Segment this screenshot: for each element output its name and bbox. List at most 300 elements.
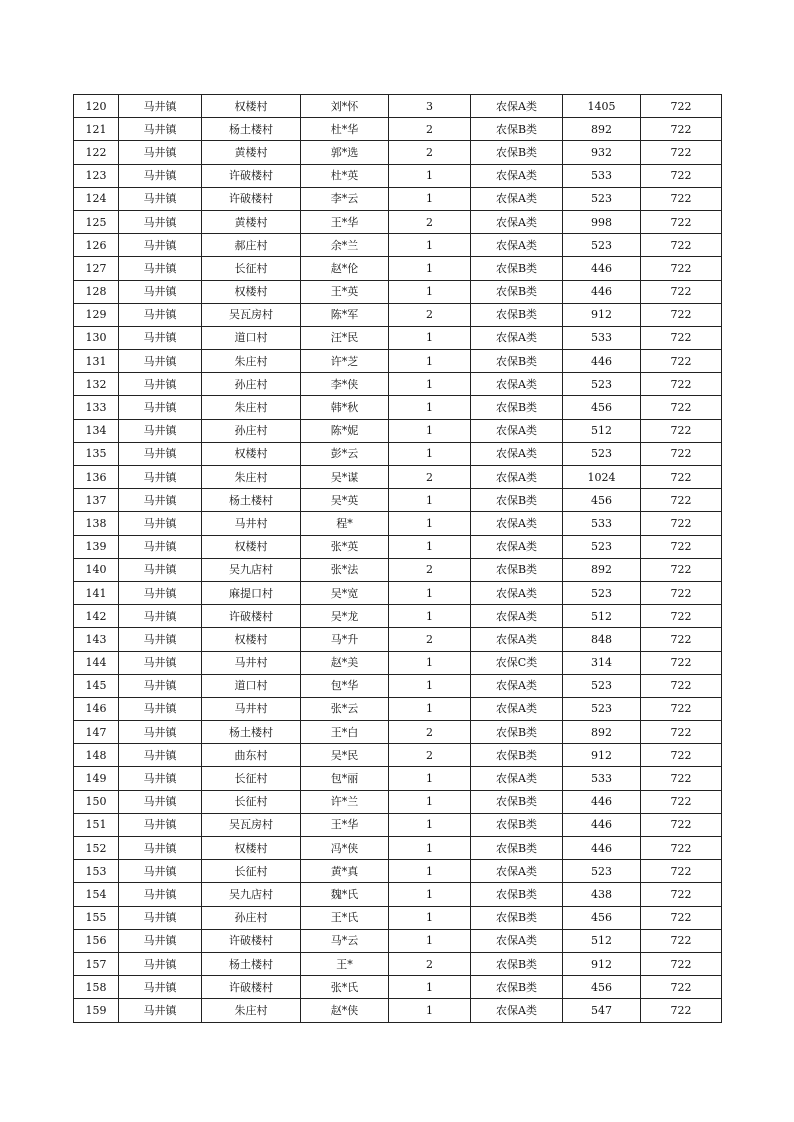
household-size-cell: 1 bbox=[389, 535, 471, 558]
name-cell: 赵*美 bbox=[301, 651, 389, 674]
amount-cell: 523 bbox=[563, 674, 641, 697]
category-cell: 农保B类 bbox=[471, 837, 563, 860]
table-row bbox=[74, 952, 722, 975]
table-body bbox=[74, 95, 722, 1023]
amount-cell: 523 bbox=[563, 234, 641, 257]
table-row bbox=[74, 419, 722, 442]
town-cell: 马井镇 bbox=[119, 721, 202, 744]
village-cell: 长征村 bbox=[202, 790, 301, 813]
standard-cell: 722 bbox=[641, 489, 722, 512]
table-row bbox=[74, 744, 722, 767]
town-cell: 马井镇 bbox=[119, 187, 202, 210]
table-row bbox=[74, 558, 722, 581]
amount-cell: 998 bbox=[563, 210, 641, 233]
name-cell: 冯*侠 bbox=[301, 837, 389, 860]
amount-cell: 523 bbox=[563, 697, 641, 720]
household-size-cell: 1 bbox=[389, 999, 471, 1022]
town-cell: 马井镇 bbox=[119, 489, 202, 512]
amount-cell: 456 bbox=[563, 489, 641, 512]
table-row bbox=[74, 697, 722, 720]
row-number-cell: 130 bbox=[74, 326, 119, 349]
standard-cell: 722 bbox=[641, 535, 722, 558]
standard-cell: 722 bbox=[641, 466, 722, 489]
household-size-cell: 1 bbox=[389, 929, 471, 952]
amount-cell: 314 bbox=[563, 651, 641, 674]
town-cell: 马井镇 bbox=[119, 605, 202, 628]
row-number-cell: 137 bbox=[74, 489, 119, 512]
amount-cell: 523 bbox=[563, 373, 641, 396]
category-cell: 农保B类 bbox=[471, 952, 563, 975]
row-number-cell: 133 bbox=[74, 396, 119, 419]
town-cell: 马井镇 bbox=[119, 280, 202, 303]
household-size-cell: 1 bbox=[389, 906, 471, 929]
table-row bbox=[74, 535, 722, 558]
household-size-cell: 1 bbox=[389, 187, 471, 210]
household-size-cell: 1 bbox=[389, 326, 471, 349]
row-number-cell: 153 bbox=[74, 860, 119, 883]
row-number-cell: 134 bbox=[74, 419, 119, 442]
town-cell: 马井镇 bbox=[119, 906, 202, 929]
amount-cell: 456 bbox=[563, 976, 641, 999]
row-number-cell: 124 bbox=[74, 187, 119, 210]
village-cell: 孙庄村 bbox=[202, 906, 301, 929]
household-size-cell: 2 bbox=[389, 303, 471, 326]
category-cell: 农保A类 bbox=[471, 860, 563, 883]
town-cell: 马井镇 bbox=[119, 95, 202, 118]
row-number-cell: 136 bbox=[74, 466, 119, 489]
table-row bbox=[74, 442, 722, 465]
name-cell: 许*兰 bbox=[301, 790, 389, 813]
category-cell: 农保A类 bbox=[471, 581, 563, 604]
row-number-cell: 132 bbox=[74, 373, 119, 396]
household-size-cell: 1 bbox=[389, 489, 471, 512]
category-cell: 农保B类 bbox=[471, 118, 563, 141]
row-number-cell: 159 bbox=[74, 999, 119, 1022]
table-row bbox=[74, 303, 722, 326]
amount-cell: 456 bbox=[563, 906, 641, 929]
town-cell: 马井镇 bbox=[119, 744, 202, 767]
category-cell: 农保A类 bbox=[471, 628, 563, 651]
standard-cell: 722 bbox=[641, 210, 722, 233]
amount-cell: 523 bbox=[563, 187, 641, 210]
row-number-cell: 129 bbox=[74, 303, 119, 326]
village-cell: 道口村 bbox=[202, 674, 301, 697]
standard-cell: 722 bbox=[641, 605, 722, 628]
table-row bbox=[74, 674, 722, 697]
name-cell: 郭*选 bbox=[301, 141, 389, 164]
household-size-cell: 1 bbox=[389, 674, 471, 697]
standard-cell: 722 bbox=[641, 952, 722, 975]
table-row bbox=[74, 512, 722, 535]
town-cell: 马井镇 bbox=[119, 651, 202, 674]
standard-cell: 722 bbox=[641, 929, 722, 952]
table-row bbox=[74, 141, 722, 164]
category-cell: 农保B类 bbox=[471, 976, 563, 999]
row-number-cell: 122 bbox=[74, 141, 119, 164]
data-table bbox=[73, 94, 722, 1023]
village-cell: 马井村 bbox=[202, 651, 301, 674]
village-cell: 权楼村 bbox=[202, 837, 301, 860]
category-cell: 农保A类 bbox=[471, 234, 563, 257]
town-cell: 马井镇 bbox=[119, 210, 202, 233]
table-row bbox=[74, 257, 722, 280]
amount-cell: 1024 bbox=[563, 466, 641, 489]
category-cell: 农保B类 bbox=[471, 883, 563, 906]
row-number-cell: 146 bbox=[74, 697, 119, 720]
household-size-cell: 1 bbox=[389, 860, 471, 883]
amount-cell: 512 bbox=[563, 605, 641, 628]
standard-cell: 722 bbox=[641, 303, 722, 326]
row-number-cell: 156 bbox=[74, 929, 119, 952]
town-cell: 马井镇 bbox=[119, 837, 202, 860]
category-cell: 农保B类 bbox=[471, 813, 563, 836]
household-size-cell: 1 bbox=[389, 257, 471, 280]
table-row bbox=[74, 605, 722, 628]
town-cell: 马井镇 bbox=[119, 350, 202, 373]
village-cell: 杨土楼村 bbox=[202, 118, 301, 141]
category-cell: 农保B类 bbox=[471, 558, 563, 581]
village-cell: 长征村 bbox=[202, 767, 301, 790]
town-cell: 马井镇 bbox=[119, 257, 202, 280]
standard-cell: 722 bbox=[641, 373, 722, 396]
table-row bbox=[74, 326, 722, 349]
standard-cell: 722 bbox=[641, 326, 722, 349]
category-cell: 农保B类 bbox=[471, 790, 563, 813]
standard-cell: 722 bbox=[641, 512, 722, 535]
category-cell: 农保A类 bbox=[471, 929, 563, 952]
village-cell: 许破楼村 bbox=[202, 929, 301, 952]
household-size-cell: 2 bbox=[389, 118, 471, 141]
table-row bbox=[74, 860, 722, 883]
category-cell: 农保B类 bbox=[471, 350, 563, 373]
name-cell: 魏*氏 bbox=[301, 883, 389, 906]
table-row bbox=[74, 929, 722, 952]
standard-cell: 722 bbox=[641, 721, 722, 744]
amount-cell: 438 bbox=[563, 883, 641, 906]
category-cell: 农保C类 bbox=[471, 651, 563, 674]
category-cell: 农保A类 bbox=[471, 326, 563, 349]
name-cell: 吴*谋 bbox=[301, 466, 389, 489]
row-number-cell: 126 bbox=[74, 234, 119, 257]
amount-cell: 446 bbox=[563, 837, 641, 860]
standard-cell: 722 bbox=[641, 187, 722, 210]
row-number-cell: 148 bbox=[74, 744, 119, 767]
town-cell: 马井镇 bbox=[119, 164, 202, 187]
row-number-cell: 147 bbox=[74, 721, 119, 744]
standard-cell: 722 bbox=[641, 883, 722, 906]
name-cell: 王*华 bbox=[301, 813, 389, 836]
town-cell: 马井镇 bbox=[119, 790, 202, 813]
amount-cell: 932 bbox=[563, 141, 641, 164]
village-cell: 长征村 bbox=[202, 860, 301, 883]
town-cell: 马井镇 bbox=[119, 976, 202, 999]
standard-cell: 722 bbox=[641, 257, 722, 280]
standard-cell: 722 bbox=[641, 697, 722, 720]
household-size-cell: 2 bbox=[389, 628, 471, 651]
standard-cell: 722 bbox=[641, 767, 722, 790]
town-cell: 马井镇 bbox=[119, 512, 202, 535]
amount-cell: 446 bbox=[563, 280, 641, 303]
village-cell: 麻提口村 bbox=[202, 581, 301, 604]
amount-cell: 446 bbox=[563, 813, 641, 836]
town-cell: 马井镇 bbox=[119, 558, 202, 581]
household-size-cell: 1 bbox=[389, 697, 471, 720]
standard-cell: 722 bbox=[641, 906, 722, 929]
town-cell: 马井镇 bbox=[119, 674, 202, 697]
name-cell: 赵*伦 bbox=[301, 257, 389, 280]
town-cell: 马井镇 bbox=[119, 952, 202, 975]
table-row bbox=[74, 187, 722, 210]
name-cell: 李*云 bbox=[301, 187, 389, 210]
name-cell: 马*升 bbox=[301, 628, 389, 651]
amount-cell: 1405 bbox=[563, 95, 641, 118]
table-row bbox=[74, 234, 722, 257]
category-cell: 农保A类 bbox=[471, 999, 563, 1022]
amount-cell: 523 bbox=[563, 860, 641, 883]
village-cell: 杨土楼村 bbox=[202, 721, 301, 744]
amount-cell: 533 bbox=[563, 164, 641, 187]
row-number-cell: 120 bbox=[74, 95, 119, 118]
amount-cell: 848 bbox=[563, 628, 641, 651]
village-cell: 曲东村 bbox=[202, 744, 301, 767]
category-cell: 农保A类 bbox=[471, 512, 563, 535]
row-number-cell: 128 bbox=[74, 280, 119, 303]
village-cell: 杨土楼村 bbox=[202, 489, 301, 512]
category-cell: 农保A类 bbox=[471, 419, 563, 442]
household-size-cell: 1 bbox=[389, 164, 471, 187]
category-cell: 农保B类 bbox=[471, 280, 563, 303]
name-cell: 杜*华 bbox=[301, 118, 389, 141]
village-cell: 权楼村 bbox=[202, 280, 301, 303]
town-cell: 马井镇 bbox=[119, 813, 202, 836]
name-cell: 包*华 bbox=[301, 674, 389, 697]
amount-cell: 456 bbox=[563, 396, 641, 419]
amount-cell: 912 bbox=[563, 744, 641, 767]
category-cell: 农保A类 bbox=[471, 674, 563, 697]
table-row bbox=[74, 790, 722, 813]
town-cell: 马井镇 bbox=[119, 466, 202, 489]
name-cell: 王*英 bbox=[301, 280, 389, 303]
village-cell: 长征村 bbox=[202, 257, 301, 280]
table-row bbox=[74, 581, 722, 604]
household-size-cell: 1 bbox=[389, 837, 471, 860]
household-size-cell: 1 bbox=[389, 813, 471, 836]
town-cell: 马井镇 bbox=[119, 234, 202, 257]
table-row bbox=[74, 118, 722, 141]
name-cell: 余*兰 bbox=[301, 234, 389, 257]
town-cell: 马井镇 bbox=[119, 419, 202, 442]
amount-cell: 547 bbox=[563, 999, 641, 1022]
town-cell: 马井镇 bbox=[119, 141, 202, 164]
household-size-cell: 1 bbox=[389, 976, 471, 999]
standard-cell: 722 bbox=[641, 118, 722, 141]
standard-cell: 722 bbox=[641, 350, 722, 373]
household-size-cell: 2 bbox=[389, 210, 471, 233]
table-row bbox=[74, 373, 722, 396]
name-cell: 张*法 bbox=[301, 558, 389, 581]
town-cell: 马井镇 bbox=[119, 697, 202, 720]
village-cell: 孙庄村 bbox=[202, 373, 301, 396]
standard-cell: 722 bbox=[641, 860, 722, 883]
household-size-cell: 2 bbox=[389, 558, 471, 581]
document-page bbox=[73, 94, 721, 1023]
standard-cell: 722 bbox=[641, 999, 722, 1022]
village-cell: 朱庄村 bbox=[202, 350, 301, 373]
standard-cell: 722 bbox=[641, 581, 722, 604]
household-size-cell: 2 bbox=[389, 721, 471, 744]
category-cell: 农保B类 bbox=[471, 489, 563, 512]
village-cell: 许破楼村 bbox=[202, 164, 301, 187]
category-cell: 农保A类 bbox=[471, 697, 563, 720]
row-number-cell: 138 bbox=[74, 512, 119, 535]
table-row bbox=[74, 95, 722, 118]
household-size-cell: 1 bbox=[389, 350, 471, 373]
household-size-cell: 2 bbox=[389, 466, 471, 489]
standard-cell: 722 bbox=[641, 674, 722, 697]
name-cell: 刘*怀 bbox=[301, 95, 389, 118]
household-size-cell: 2 bbox=[389, 952, 471, 975]
village-cell: 朱庄村 bbox=[202, 396, 301, 419]
category-cell: 农保A类 bbox=[471, 210, 563, 233]
village-cell: 杨土楼村 bbox=[202, 952, 301, 975]
row-number-cell: 144 bbox=[74, 651, 119, 674]
name-cell: 许*芝 bbox=[301, 350, 389, 373]
village-cell: 吴九店村 bbox=[202, 558, 301, 581]
amount-cell: 892 bbox=[563, 721, 641, 744]
table-row bbox=[74, 350, 722, 373]
table-row bbox=[74, 976, 722, 999]
household-size-cell: 2 bbox=[389, 744, 471, 767]
category-cell: 农保A类 bbox=[471, 466, 563, 489]
name-cell: 吴*民 bbox=[301, 744, 389, 767]
household-size-cell: 1 bbox=[389, 581, 471, 604]
table-row bbox=[74, 721, 722, 744]
amount-cell: 533 bbox=[563, 326, 641, 349]
row-number-cell: 149 bbox=[74, 767, 119, 790]
table-row bbox=[74, 280, 722, 303]
table-row bbox=[74, 906, 722, 929]
amount-cell: 533 bbox=[563, 512, 641, 535]
row-number-cell: 151 bbox=[74, 813, 119, 836]
amount-cell: 512 bbox=[563, 929, 641, 952]
household-size-cell: 1 bbox=[389, 605, 471, 628]
name-cell: 汪*民 bbox=[301, 326, 389, 349]
table-row bbox=[74, 813, 722, 836]
category-cell: 农保B类 bbox=[471, 744, 563, 767]
town-cell: 马井镇 bbox=[119, 303, 202, 326]
town-cell: 马井镇 bbox=[119, 396, 202, 419]
category-cell: 农保A类 bbox=[471, 442, 563, 465]
name-cell: 杜*英 bbox=[301, 164, 389, 187]
category-cell: 农保A类 bbox=[471, 373, 563, 396]
row-number-cell: 143 bbox=[74, 628, 119, 651]
household-size-cell: 1 bbox=[389, 790, 471, 813]
village-cell: 孙庄村 bbox=[202, 419, 301, 442]
row-number-cell: 145 bbox=[74, 674, 119, 697]
name-cell: 王*氏 bbox=[301, 906, 389, 929]
town-cell: 马井镇 bbox=[119, 535, 202, 558]
household-size-cell: 1 bbox=[389, 396, 471, 419]
town-cell: 马井镇 bbox=[119, 860, 202, 883]
standard-cell: 722 bbox=[641, 164, 722, 187]
row-number-cell: 123 bbox=[74, 164, 119, 187]
village-cell: 吴瓦房村 bbox=[202, 813, 301, 836]
name-cell: 陈*妮 bbox=[301, 419, 389, 442]
town-cell: 马井镇 bbox=[119, 767, 202, 790]
town-cell: 马井镇 bbox=[119, 373, 202, 396]
village-cell: 郝庄村 bbox=[202, 234, 301, 257]
standard-cell: 722 bbox=[641, 837, 722, 860]
amount-cell: 512 bbox=[563, 419, 641, 442]
household-size-cell: 1 bbox=[389, 234, 471, 257]
household-size-cell: 1 bbox=[389, 373, 471, 396]
amount-cell: 523 bbox=[563, 442, 641, 465]
standard-cell: 722 bbox=[641, 628, 722, 651]
standard-cell: 722 bbox=[641, 976, 722, 999]
name-cell: 赵*侠 bbox=[301, 999, 389, 1022]
amount-cell: 912 bbox=[563, 952, 641, 975]
town-cell: 马井镇 bbox=[119, 628, 202, 651]
name-cell: 黄*真 bbox=[301, 860, 389, 883]
amount-cell: 892 bbox=[563, 558, 641, 581]
table-row bbox=[74, 999, 722, 1022]
standard-cell: 722 bbox=[641, 558, 722, 581]
category-cell: 农保A类 bbox=[471, 164, 563, 187]
table-row bbox=[74, 651, 722, 674]
village-cell: 吴瓦房村 bbox=[202, 303, 301, 326]
name-cell: 张*氏 bbox=[301, 976, 389, 999]
village-cell: 朱庄村 bbox=[202, 999, 301, 1022]
category-cell: 农保A类 bbox=[471, 605, 563, 628]
household-size-cell: 2 bbox=[389, 141, 471, 164]
name-cell: 彭*云 bbox=[301, 442, 389, 465]
table-row bbox=[74, 466, 722, 489]
row-number-cell: 158 bbox=[74, 976, 119, 999]
town-cell: 马井镇 bbox=[119, 883, 202, 906]
category-cell: 农保B类 bbox=[471, 396, 563, 419]
row-number-cell: 155 bbox=[74, 906, 119, 929]
name-cell: 王* bbox=[301, 952, 389, 975]
household-size-cell: 1 bbox=[389, 280, 471, 303]
row-number-cell: 127 bbox=[74, 257, 119, 280]
row-number-cell: 125 bbox=[74, 210, 119, 233]
town-cell: 马井镇 bbox=[119, 442, 202, 465]
household-size-cell: 1 bbox=[389, 651, 471, 674]
household-size-cell: 1 bbox=[389, 767, 471, 790]
row-number-cell: 152 bbox=[74, 837, 119, 860]
name-cell: 吴*宽 bbox=[301, 581, 389, 604]
town-cell: 马井镇 bbox=[119, 118, 202, 141]
amount-cell: 523 bbox=[563, 581, 641, 604]
category-cell: 农保A类 bbox=[471, 187, 563, 210]
household-size-cell: 1 bbox=[389, 883, 471, 906]
household-size-cell: 1 bbox=[389, 419, 471, 442]
name-cell: 吴*英 bbox=[301, 489, 389, 512]
village-cell: 权楼村 bbox=[202, 535, 301, 558]
table-row bbox=[74, 164, 722, 187]
name-cell: 程* bbox=[301, 512, 389, 535]
village-cell: 黄楼村 bbox=[202, 141, 301, 164]
standard-cell: 722 bbox=[641, 813, 722, 836]
category-cell: 农保B类 bbox=[471, 303, 563, 326]
amount-cell: 523 bbox=[563, 535, 641, 558]
village-cell: 黄楼村 bbox=[202, 210, 301, 233]
row-number-cell: 157 bbox=[74, 952, 119, 975]
village-cell: 朱庄村 bbox=[202, 466, 301, 489]
category-cell: 农保B类 bbox=[471, 141, 563, 164]
village-cell: 许破楼村 bbox=[202, 605, 301, 628]
row-number-cell: 150 bbox=[74, 790, 119, 813]
